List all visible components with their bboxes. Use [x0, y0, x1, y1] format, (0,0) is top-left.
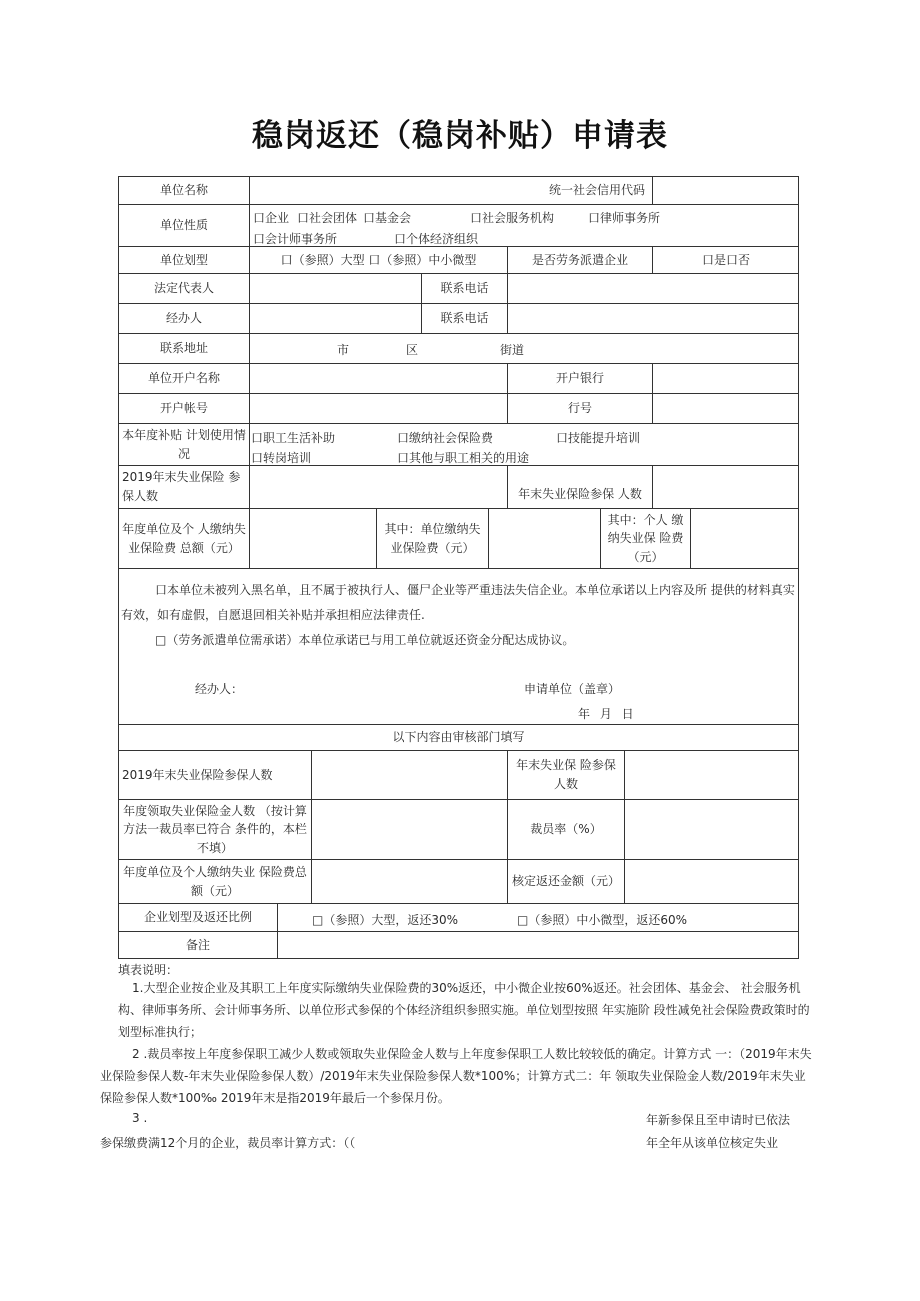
total-fee-label: 年度单位及个 人缴纳失业保险费 总额（元）	[122, 521, 246, 555]
bank-no-label: 行号	[567, 401, 592, 416]
legal-rep-label: 法定代表人	[153, 281, 214, 296]
review-header: 以下内容由审核部门填写	[392, 730, 525, 745]
address-label: 联系地址	[159, 341, 208, 356]
unit-type-options[interactable]: 口（参照）大型 口（参照）中小微型	[280, 252, 477, 267]
dispatch-label: 是否劳务派遣企业	[531, 252, 628, 267]
personal-fee-label: 其中：个人 缴纳失业保 险费（元）	[607, 512, 684, 564]
insured-2019-field[interactable]	[250, 466, 507, 508]
account-no-label: 开户帐号	[159, 401, 208, 416]
bank-no-field[interactable]	[653, 394, 798, 423]
review-refund-amount-label: 核定返还金额（元）	[511, 874, 620, 889]
total-fee-field[interactable]	[250, 509, 376, 568]
address-city: 市	[337, 343, 350, 357]
unit-fee-field[interactable]	[489, 509, 600, 568]
handler-field[interactable]	[250, 304, 421, 333]
bank-field[interactable]	[653, 364, 798, 393]
review-remarks-field[interactable]	[278, 932, 798, 958]
handler-label: 经办人	[165, 311, 202, 326]
unit-name-label: 单位名称	[159, 183, 208, 198]
review-total-fee-field[interactable]	[312, 860, 507, 903]
dispatch-commitment[interactable]: □（劳务派遣单位需承诺）本单位承诺已与用工单位就返还资金分配达成协议。	[155, 633, 575, 647]
phone-label-2: 联系电话	[440, 311, 489, 326]
notes-heading: 填表说明：	[118, 963, 179, 977]
review-insured-2019-label: 2019年末失业保险参保人数	[122, 767, 273, 782]
review-refund-amount-field[interactable]	[625, 860, 798, 903]
plan-option-other-uses[interactable]: 口其他与职工相关的用途	[397, 451, 530, 465]
plan-option-transfer-training[interactable]: 口转岗培训	[251, 451, 312, 465]
review-insured-year-end-field[interactable]	[625, 751, 798, 799]
account-name-field[interactable]	[250, 364, 507, 393]
phone-label-1: 联系电话	[440, 281, 489, 296]
notes-item-3-left-b: 参保缴费满12个月的企业，裁员率计算方式：（（	[100, 1136, 356, 1150]
address-district: 区	[406, 343, 419, 357]
phone-field-2[interactable]	[508, 304, 798, 333]
legal-rep-field[interactable]	[250, 274, 421, 303]
review-ratio-label: 企业划型及返还比例	[143, 910, 252, 925]
nature-option-social-group[interactable]: 口社会团体	[297, 211, 358, 225]
insured-year-end-field[interactable]	[653, 466, 798, 508]
review-remarks-label: 备注	[185, 937, 210, 952]
plan-option-living-subsidy[interactable]: 口职工生活补助	[251, 431, 336, 445]
page-title: 稳岗返还（稳岗补贴）申请表	[252, 118, 668, 154]
nature-option-individual-economy[interactable]: 口个体经济组织	[394, 232, 479, 246]
commitment-handler: 经办人：	[195, 682, 244, 696]
unit-nature-label: 单位性质	[159, 218, 208, 233]
review-insured-year-end-label: 年末失业保 险参保人数	[516, 758, 616, 791]
insured-year-end-label: 年末失业保险参保 人数	[518, 487, 642, 502]
nature-option-enterprise[interactable]: 口企业	[253, 211, 290, 225]
nature-option-foundation[interactable]: 口基金会	[363, 211, 412, 225]
notes-item-2: 2 .裁员率按上年度参保职工减少人数或领取失业保险金人数与上年度参保职工人数比较较低的确定。计算方式 一：（2019年末失业保险参保人数-年末失业保险参保人数）/2019年末失业保险参保人数*100%；计算方式二：年 领取失业保险金人数/2019年末失业保险参保人数*100‰ 2019年末是指2019年最后一个参保月份。	[100, 1047, 812, 1105]
unit-fee-label: 其中：单位缴纳失业保险费（元）	[384, 521, 481, 555]
nature-option-social-service[interactable]: 口社会服务机构	[470, 211, 555, 225]
nature-option-accounting-firm[interactable]: 口会计师事务所	[253, 232, 338, 246]
plan-option-social-insurance[interactable]: 口缴纳社会保险费	[397, 431, 494, 445]
notes-item-3-right-b: 年全年从该单位核定失业	[646, 1136, 779, 1150]
nature-option-law-firm[interactable]: 口律师事务所	[588, 211, 661, 225]
credit-code-field[interactable]	[653, 177, 798, 204]
review-recipients-label: 年度领取失业保险金人数 （按计算方法一裁员率已符合 条件的，本栏不填）	[123, 803, 307, 855]
account-name-label: 单位开户名称	[147, 371, 220, 386]
commitment-statement: 口本单位未被列入黑名单，且不属于被执行人、僵尸企业等严重违法失信企业。本单位承诺以上内容及所 提供的材料真实有效，如有虚假，自愿退回相关补贴并承担相应法律责任.	[121, 583, 795, 622]
commitment-applicant-seal: 申请单位（盖章）	[524, 682, 621, 696]
review-total-fee-label: 年度单位及个人缴纳失业 保险费总额（元）	[123, 864, 307, 898]
personal-fee-field[interactable]	[691, 509, 798, 568]
commitment-date: 年 月 日	[578, 707, 634, 721]
address-street: 街道	[500, 343, 525, 357]
notes-item-1: 1.大型企业按企业及其职工上年度实际缴纳失业保险费的30%返还，中小微企业按60%返还。社会团体、基金会、 社会服务机构、律师事务所、会计师事务所、以单位形式参保的个体经济组织参照实施。单位划型按照 年实施阶 段性减免社会保险费政策时的划型标准执行；	[118, 981, 810, 1039]
dispatch-options[interactable]: 口是口否	[701, 252, 750, 267]
ratio-option-large[interactable]: □（参照）大型，返还30%	[312, 913, 459, 927]
credit-code-label: 统一社会信用代码	[548, 183, 645, 198]
review-recipients-field[interactable]	[312, 800, 507, 859]
review-insured-2019-field[interactable]	[312, 751, 507, 799]
phone-field-1[interactable]	[508, 274, 798, 303]
notes-item-3-number: 3 .	[132, 1111, 148, 1125]
bank-label: 开户银行	[555, 371, 604, 386]
account-no-field[interactable]	[250, 394, 507, 423]
review-layoff-rate-label: 裁员率（%）	[530, 822, 602, 837]
unit-name-field[interactable]	[250, 177, 652, 204]
ratio-option-small[interactable]: □（参照）中小微型，返还60%	[517, 913, 688, 927]
insured-2019-label: 2019年末失业保险 参保人数	[122, 470, 241, 503]
plan-label: 本年度补贴 计划使用情况	[122, 427, 246, 461]
unit-type-label: 单位划型	[159, 252, 208, 267]
notes-item-3-right-a: 年新参保且至申请时已依法	[646, 1113, 791, 1127]
review-layoff-rate-field[interactable]	[625, 800, 798, 859]
plan-option-skill-training[interactable]: 口技能提升培训	[556, 431, 641, 445]
